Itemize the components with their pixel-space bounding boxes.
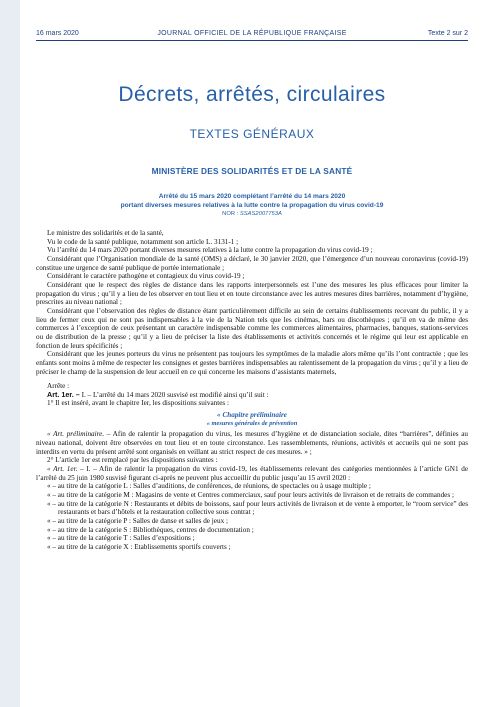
preamble-paragraph: Considérant que l’Organisation mondiale de la santé (OMS) a déclaré, le 30 janvier 2020, que l’émergence d’un nouveau coronavirus (covid-19) constitue une urgence de santé publique de portée internationale ; <box>36 254 468 272</box>
category-item: « – au titre de la catégorie N : Restaurants et débits de boissons, sauf pour leurs activités de livraison et de vente à emporter, le “room service” des restaurants et bars d’hôtels et la restauration collective sous contrat ; <box>47 499 468 517</box>
arrete-title-line1: Arrêté du 15 mars 2020 complétant l’arrêté du 14 mars 2020 <box>158 193 346 200</box>
arrete-title-line2: portant diverses mesures relatives à la lutte contre la propagation du virus covid-19 <box>120 202 384 209</box>
header-rule <box>36 40 468 41</box>
category-item: « – au titre de la catégorie X : Etablissements sportifs couverts ; <box>47 542 231 551</box>
left-sidebar-strip <box>0 0 20 707</box>
article-preliminaire <box>36 430 468 456</box>
category-item: « – au titre de la catégorie M : Magasins de vente et Centres commerciaux, sauf pour leurs activités de livraison et de retraits de commandes ; <box>47 491 454 500</box>
article-1-new <box>36 465 468 482</box>
category-item: « – au titre de la catégorie S : Bibliothèques, centres de documentation ; <box>47 525 254 534</box>
preamble-paragraph: Considérant que l’observation des règles de distance étant particulièrement difficile au sein de certains établissements recevant du public, il y a lieu de fermer ceux qui ne sont pas indispensables à la vie de la Nation tels que les cinémas, bars ou discothèques ; qu’il en va de même des commerces à l’exception de ceux présentant un caractère indispensable comme les commerces alimentaires, pharmacies, banques, stations-services ou de distribution de la presse ; qu’il y a lieu de préciser la liste des établissements et activités concernés et le régime qui leur est applicable en fonction de leurs spécificités ; <box>36 306 468 350</box>
category-item: « – au titre de la catégorie P : Salles de danse et salles de jeux ; <box>47 517 228 525</box>
section-title: TEXTES GÉNÉRAUX <box>189 127 315 141</box>
header-journal-name: JOURNAL OFFICIEL DE LA RÉPUBLIQUE FRANÇAISE <box>157 30 347 37</box>
item-2: 2° L’article 1er est remplacé par les dispositions suivantes : <box>47 456 218 465</box>
chapitre-preliminaire-heading: « Chapitre préliminaire <box>217 411 287 420</box>
article-1-label: Art. 1er. – <box>47 389 80 399</box>
mesures-generales-heading: « mesures générales de prévention <box>206 419 298 427</box>
article-1 <box>36 391 468 400</box>
header-text-position: Texte 2 sur 2 <box>427 30 468 37</box>
item-1: 1° Il est inséré, avant le chapitre Ier, les dispositions suivantes : <box>47 399 230 408</box>
header-date: 16 mars 2020 <box>36 30 79 37</box>
page-title: Décrets, arrêtés, circulaires <box>118 83 386 106</box>
arrete-title <box>36 192 468 210</box>
preamble-paragraph: Considérant le caractère pathogène et contagieux du virus covid-19 ; <box>47 272 245 281</box>
article-1-text: I. – L’arrêté du 14 mars 2020 susvisé est modifié ainsi qu’il suit : <box>81 390 269 399</box>
document-body <box>36 229 468 552</box>
category-item: « – au titre de la catégorie L : Salles d’auditions, de conférences, de réunions, de spectacles ou à usage multiple ; <box>47 482 371 491</box>
category-list <box>36 482 468 551</box>
arrete-label: Arrête : <box>47 382 70 391</box>
ministry-heading: MINISTÈRE DES SOLIDARITÉS ET DE LA SANTÉ <box>151 166 353 176</box>
preamble-paragraph: Vu l’arrêté du 14 mars 2020 portant diverses mesures relatives à la lutte contre la propagation du virus covid-19 ; <box>47 246 373 255</box>
nor-code: SSAS2007753A <box>239 211 282 217</box>
article-1-new-label: « Art. 1er. – <box>47 465 84 474</box>
category-item: « – au titre de la catégorie T : Salles d’expositions ; <box>47 534 195 543</box>
nor-label: NOR : <box>222 211 239 217</box>
preamble-paragraph: Considérant que le respect des règles de distance dans les rapports interpersonnels est l’une des mesures les plus efficaces pour limiter la propagation du virus ; qu’il y a lieu de les observer en tout lieu et en toute circonstance avec les autres mesures dites barrières, notamment d’hygiène, prescrites au niveau national ; <box>36 280 468 307</box>
preamble-paragraph: Le ministre des solidarités et de la santé, <box>47 229 164 237</box>
article-preliminaire-label: « Art. préliminaire. – <box>47 430 111 439</box>
article-1-new-text: I. – Afin de ralentir la propagation du virus covid-19, les établissements relevant des catégories mentionnées à l’article GN1 de l’arrêté du 25 juin 1980 susvisé figurant ci-après ne peuvent plus accueillir du public jusqu’au 15 avril 2020 : <box>36 465 469 482</box>
document-page <box>36 0 468 707</box>
nor-reference <box>36 211 468 217</box>
article-preliminaire-text: Afin de ralentir la propagation du virus, les mesures d’hygiène et de distanciation sociale, dites “barrières”, définies au niveau national, doivent être observées en tout lieu et en toute circonstance. Les rassemblements, réunions, activités et accueils qui ne sont pas interdits en vertu du présent arrêté sont organisés en veillant au strict respect de ces mesures. » ; <box>36 430 468 456</box>
preamble-paragraph: Considérant que les jeunes porteurs du virus ne présentent pas toujours les symptômes de la maladie alors même qu’ils l’ont contractée ; que les enfants sont moins à même de respecter les consignes et gestes barrières indispensables au ralentissement de la propagation du virus ; qu’il y a lieu de préciser le champ de la suspension de leur accueil en ce qui concerne les maisons d’assistants maternels, <box>36 350 468 376</box>
preamble-paragraph: Vu le code de la santé publique, notamment son article L. 3131-1 ; <box>47 237 239 246</box>
